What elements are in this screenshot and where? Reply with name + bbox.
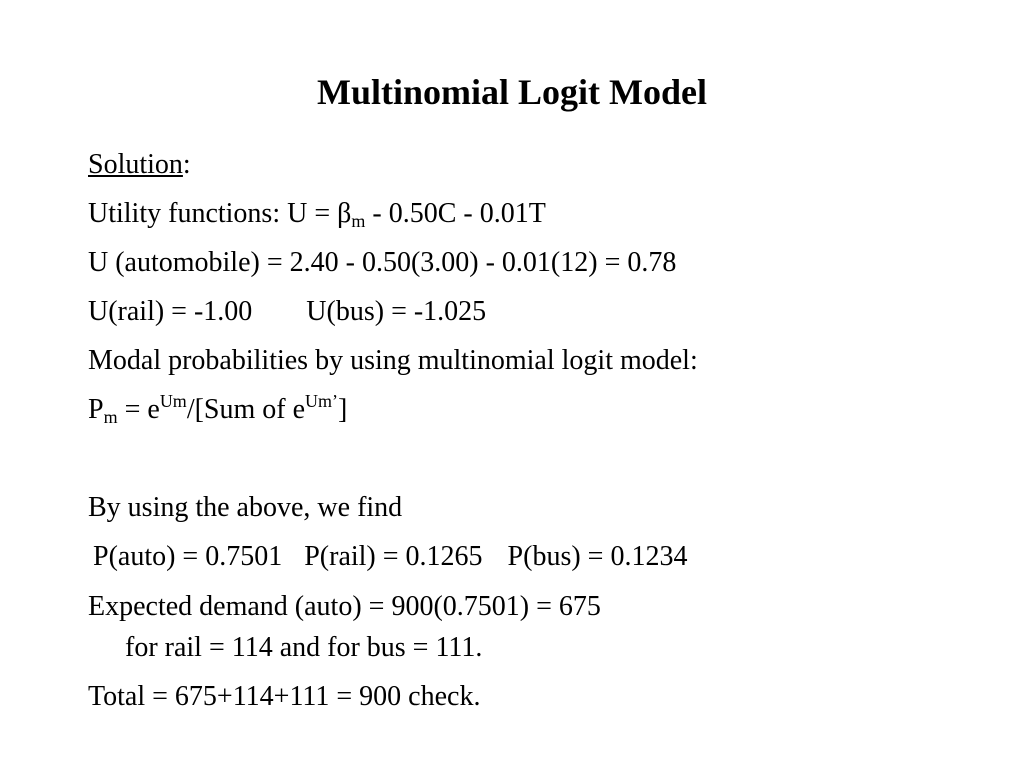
utility-functions-line [88,197,546,231]
total-line: Total = 675+114+111 = 900 check. [88,681,481,712]
formula-close-bracket: ] [338,394,348,425]
formula-sum-of-e: /[Sum of e [186,394,306,425]
utility-prefix: Utility functions: U = [88,198,338,229]
probabilities-result-line [93,540,687,574]
slide-title: Multinomial Logit Model [317,72,707,112]
utility-suffix: - 0.50C - 0.01T [365,198,546,229]
solution-colon: : [182,149,191,180]
rail-bus-demand-text: for rail = 114 and for bus = 111. [125,632,483,663]
beta-subscript: m [351,211,366,231]
p-auto: P(auto) = 0.7501 [93,541,283,572]
rail-bus-utility-line [88,295,486,329]
find-line: By using the above, we find [88,492,403,523]
p-rail: P(rail) = 0.1265 [304,541,483,572]
modal-probabilities-line: Modal probabilities by using multinomial logit model: [88,345,698,376]
formula-exponent-um-prime: Um’ [305,391,339,411]
formula-equals-e: = e [117,394,160,425]
expected-demand-line: Expected demand (auto) = 900(0.7501) = 675 [88,591,601,622]
rail-utility: U(rail) = -1.00 [88,296,253,327]
formula-p-subscript: m [103,407,118,427]
automobile-utility-line: U (automobile) = 2.40 - 0.50(3.00) - 0.01(12) = 0.78 [88,247,677,278]
formula-exponent-um: Um [159,391,187,411]
p-bus: P(bus) = 0.1234 [507,541,688,572]
logit-formula-line [88,393,347,427]
solution-label: Solution [88,149,183,180]
bus-utility: U(bus) = -1.025 [306,296,487,327]
beta-symbol: β [337,198,352,229]
rail-bus-demand-line [88,631,482,665]
solution-line [88,148,191,182]
formula-p: P [88,394,104,425]
